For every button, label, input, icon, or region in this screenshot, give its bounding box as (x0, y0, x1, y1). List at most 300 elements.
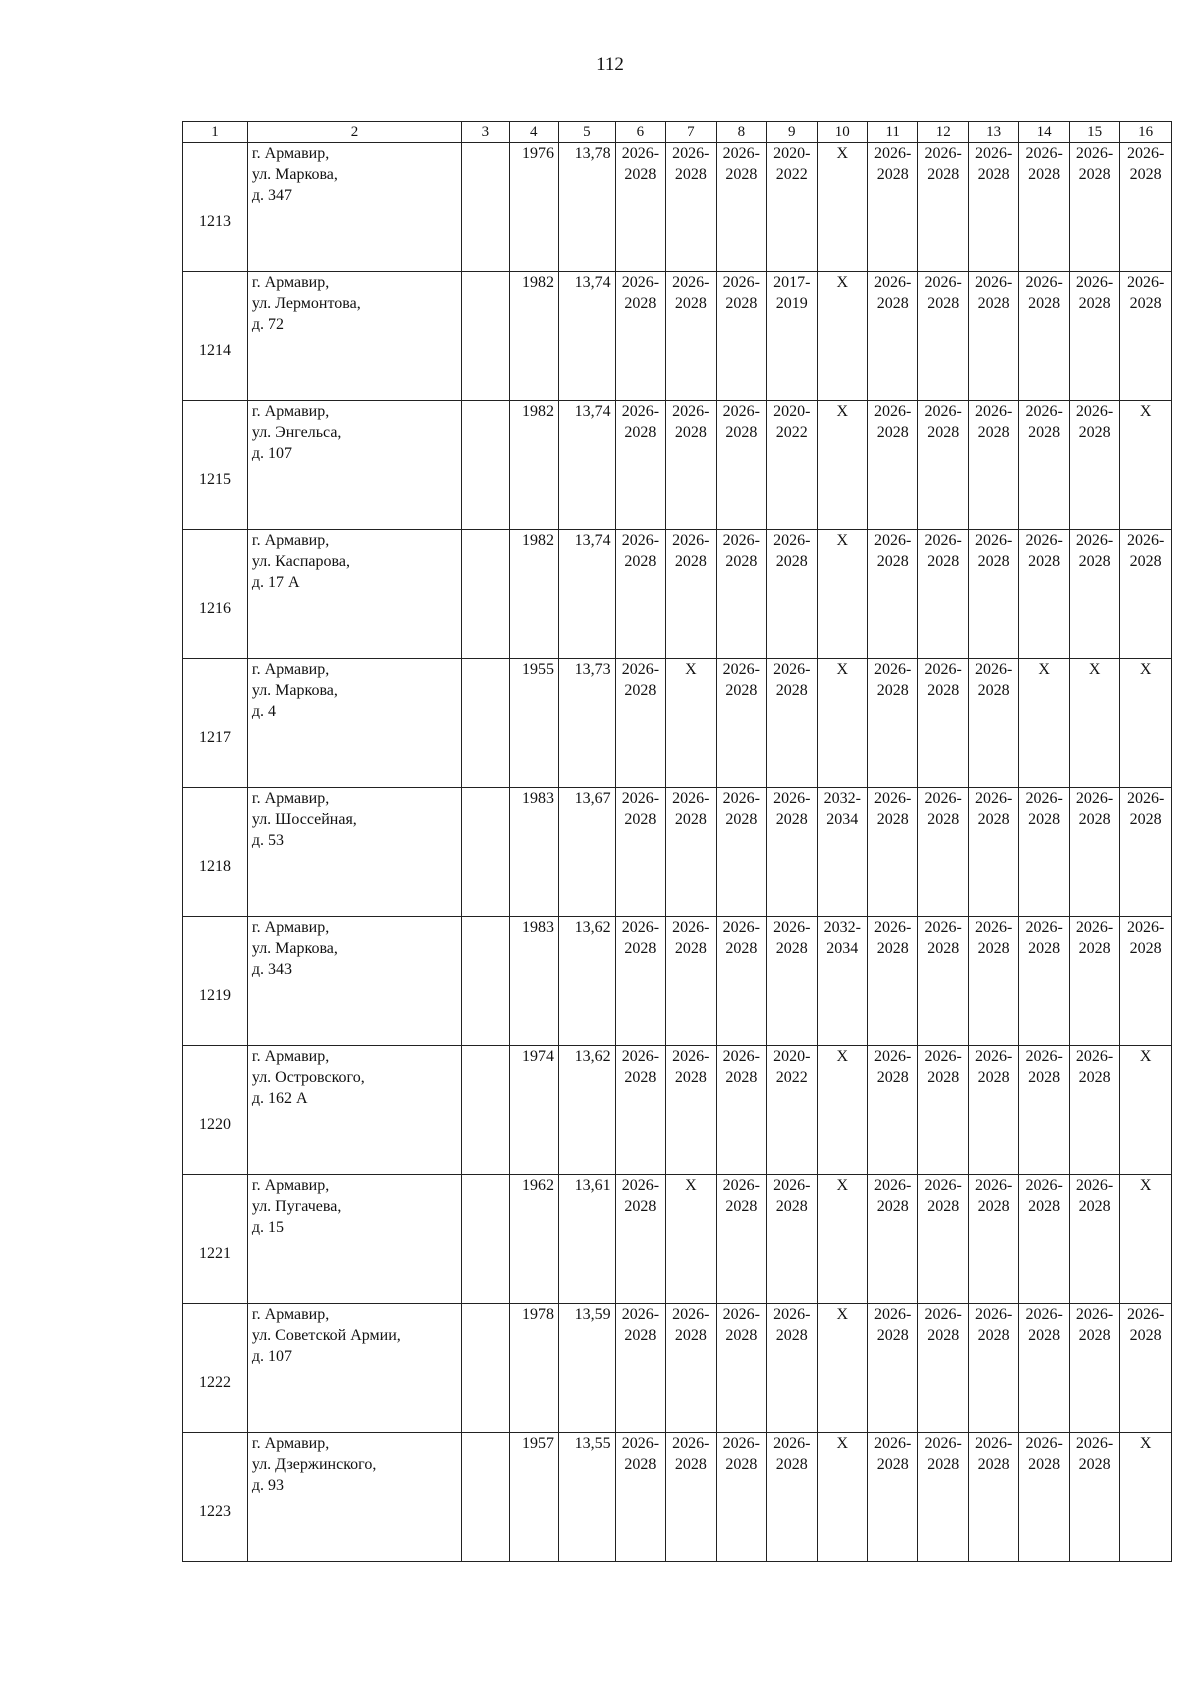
period-cell-col-16 (1120, 1433, 1172, 1562)
column-3-cell (462, 401, 509, 530)
column-header-16: 16 (1120, 122, 1172, 143)
period-cell-col-9 (767, 917, 817, 1046)
row-number-cell (183, 659, 248, 788)
period-cell-col-15 (1069, 1046, 1119, 1175)
period-text: 2026- 2028 (621, 790, 660, 828)
period-cell-col-12 (918, 530, 968, 659)
period-text: 2026- 2028 (1075, 403, 1114, 441)
column-header-3: 3 (462, 122, 509, 143)
registry-table (182, 121, 1172, 1562)
table-row (183, 1304, 1172, 1433)
period-cell-col-6 (615, 1175, 665, 1304)
period-text: 2026- 2028 (773, 532, 811, 570)
period-text: 2026- 2028 (1025, 919, 1063, 957)
column-3-cell (462, 143, 509, 272)
period-text: Х (1139, 1435, 1152, 1452)
period-text: Х (1139, 661, 1152, 678)
period-cell-col-10 (817, 1433, 867, 1562)
period-cell-col-9 (767, 1304, 817, 1433)
address-cell (247, 1304, 461, 1433)
address-line: ул. Маркова, (251, 166, 338, 183)
address-cell (247, 1433, 461, 1562)
address-line: ул. Каспарова, (251, 553, 350, 570)
period-text: 2026- 2028 (874, 661, 912, 699)
address-line: г. Армавир, (251, 919, 330, 936)
period-text: 2026- 2028 (1075, 1435, 1114, 1473)
period-cell-col-12 (918, 659, 968, 788)
period-text: 2026- 2028 (974, 145, 1013, 183)
period-text: 2026- 2028 (1127, 274, 1165, 312)
year-cell: 1957 (509, 1433, 558, 1562)
address-line: ул. Лермонтова, (251, 295, 361, 312)
period-cell-col-6 (615, 143, 665, 272)
row-number-cell (183, 1433, 248, 1562)
period-cell-col-6 (615, 1304, 665, 1433)
period-text: Х (836, 661, 849, 678)
period-cell-col-13 (968, 659, 1018, 788)
period-cell-col-10 (817, 530, 867, 659)
period-text: 2026- 2028 (722, 145, 760, 183)
period-text: 2026- 2028 (621, 1048, 660, 1086)
row-number: 1214 (198, 341, 231, 359)
column-header-13: 13 (968, 122, 1018, 143)
period-cell-col-6 (615, 788, 665, 917)
period-text: 2026- 2028 (974, 1435, 1013, 1473)
address-line: ул. Шоссейная, (251, 811, 357, 828)
period-cell-col-8 (716, 788, 766, 917)
period-cell-col-11 (867, 659, 917, 788)
period-cell-col-8 (716, 272, 766, 401)
row-number: 1218 (198, 857, 231, 875)
table-body (183, 122, 1172, 1562)
period-cell-col-9 (767, 659, 817, 788)
period-text: 2026- 2028 (722, 274, 760, 312)
period-cell-col-10 (817, 1046, 867, 1175)
period-text: 2026- 2028 (722, 1177, 760, 1215)
column-header-15: 15 (1069, 122, 1119, 143)
period-cell-col-11 (867, 143, 917, 272)
period-text: 2026- 2028 (621, 403, 660, 441)
period-cell-col-8 (716, 659, 766, 788)
period-cell-col-16 (1120, 530, 1172, 659)
address-cell (247, 143, 461, 272)
period-text: 2026- 2028 (974, 403, 1013, 441)
address-cell (247, 1046, 461, 1175)
period-text: 2026- 2028 (672, 403, 710, 441)
row-number-cell (183, 788, 248, 917)
period-cell-col-14 (1019, 917, 1069, 1046)
period-cell-col-14 (1019, 1175, 1069, 1304)
address-line: д. 347 (251, 187, 293, 204)
period-text: 2026- 2028 (1025, 1177, 1063, 1215)
address-cell (247, 530, 461, 659)
period-cell-col-7 (666, 1046, 716, 1175)
period-text: 2026- 2028 (874, 532, 912, 570)
period-cell-col-8 (716, 1433, 766, 1562)
period-text: 2026- 2028 (924, 403, 962, 441)
period-cell-col-9 (767, 530, 817, 659)
period-cell-col-12 (918, 1433, 968, 1562)
period-text: 2026- 2028 (874, 1306, 912, 1344)
period-cell-col-7 (666, 530, 716, 659)
address-line: д. 107 (251, 445, 293, 462)
period-text: 2026- 2028 (1025, 1048, 1063, 1086)
header-row (183, 122, 1172, 143)
year-cell: 1982 (509, 530, 558, 659)
period-text: Х (836, 403, 849, 420)
year-cell: 1974 (509, 1046, 558, 1175)
period-text: 2026- 2028 (874, 919, 912, 957)
row-number: 1213 (198, 212, 231, 230)
period-text: 2026- 2028 (672, 1048, 710, 1086)
address-line: ул. Маркова, (251, 940, 338, 957)
address-line: д. 17 А (251, 574, 300, 591)
period-cell-col-12 (918, 401, 968, 530)
period-cell-col-7 (666, 272, 716, 401)
period-cell-col-14 (1019, 272, 1069, 401)
column-3-cell (462, 1304, 509, 1433)
period-text: 2026- 2028 (1025, 1435, 1063, 1473)
period-text: 2026- 2028 (773, 1306, 811, 1344)
page-number: 112 (596, 54, 624, 75)
period-cell-col-15 (1069, 788, 1119, 917)
address-line: г. Армавир, (251, 1435, 330, 1452)
column-header-6: 6 (615, 122, 665, 143)
period-cell-col-15 (1069, 917, 1119, 1046)
period-text: 2026- 2028 (974, 1177, 1013, 1215)
period-text: 2026- 2028 (773, 790, 811, 828)
period-text: 2026- 2028 (924, 145, 962, 183)
period-cell-col-7 (666, 1175, 716, 1304)
period-cell-col-14 (1019, 788, 1069, 917)
period-text: 2026- 2028 (621, 919, 660, 957)
address-line: д. 15 (251, 1219, 285, 1236)
period-cell-col-16 (1120, 1304, 1172, 1433)
address-line: ул. Советской Армии, (251, 1327, 401, 1344)
period-cell-col-11 (867, 272, 917, 401)
period-cell-col-11 (867, 1304, 917, 1433)
period-text: 2026- 2028 (672, 919, 710, 957)
column-header-9: 9 (767, 122, 817, 143)
column-header-2: 2 (247, 122, 461, 143)
address-line: ул. Маркова, (251, 682, 338, 699)
column-3-cell (462, 659, 509, 788)
period-cell-col-9 (767, 143, 817, 272)
period-cell-col-13 (968, 530, 1018, 659)
address-line: г. Армавир, (251, 145, 330, 162)
period-cell-col-8 (716, 143, 766, 272)
value-cell: 13,55 (558, 1433, 615, 1562)
address-line: д. 107 (251, 1348, 293, 1365)
period-text: 2026- 2028 (1025, 274, 1063, 312)
period-text: 2026- 2028 (621, 274, 660, 312)
period-text: 2026- 2028 (672, 274, 710, 312)
period-cell-col-9 (767, 272, 817, 401)
value-cell: 13,78 (558, 143, 615, 272)
row-number: 1217 (198, 728, 231, 746)
period-cell-col-10 (817, 1304, 867, 1433)
period-cell-col-13 (968, 1304, 1018, 1433)
row-number-cell (183, 143, 248, 272)
period-text: 2032- 2034 (823, 919, 861, 957)
address-cell (247, 788, 461, 917)
column-3-cell (462, 917, 509, 1046)
column-header-12: 12 (918, 122, 968, 143)
year-cell: 1978 (509, 1304, 558, 1433)
period-text: Х (1139, 1048, 1152, 1065)
period-cell-col-13 (968, 788, 1018, 917)
period-cell-col-7 (666, 1304, 716, 1433)
period-text: 2026- 2028 (1127, 145, 1165, 183)
column-header-1: 1 (183, 122, 248, 143)
address-line: г. Армавир, (251, 1306, 330, 1323)
period-text: Х (836, 532, 849, 549)
address-line: г. Армавир, (251, 661, 330, 678)
period-cell-col-11 (867, 917, 917, 1046)
period-text: 2026- 2028 (1127, 1306, 1165, 1344)
period-text: 2026- 2028 (621, 532, 660, 570)
row-number: 1223 (198, 1502, 231, 1520)
period-cell-col-10 (817, 917, 867, 1046)
period-text: 2020- 2022 (773, 1048, 811, 1086)
period-text: 2026- 2028 (924, 532, 962, 570)
value-cell: 13,74 (558, 272, 615, 401)
address-cell (247, 401, 461, 530)
period-text: 2026- 2028 (1025, 1306, 1063, 1344)
period-cell-col-10 (817, 401, 867, 530)
period-text: 2026- 2028 (974, 790, 1013, 828)
period-cell-col-11 (867, 1433, 917, 1562)
period-text: 2026- 2028 (722, 403, 760, 441)
row-number-cell (183, 1304, 248, 1433)
period-cell-col-10 (817, 1175, 867, 1304)
period-text: 2026- 2028 (621, 145, 660, 183)
period-text: 2026- 2028 (1127, 919, 1165, 957)
address-cell (247, 917, 461, 1046)
period-text: 2026- 2028 (672, 145, 710, 183)
period-cell-col-13 (968, 272, 1018, 401)
period-text: 2026- 2028 (672, 532, 710, 570)
period-cell-col-8 (716, 1046, 766, 1175)
period-text: 2026- 2028 (773, 1177, 811, 1215)
period-text: 2026- 2028 (773, 661, 811, 699)
column-3-cell (462, 1046, 509, 1175)
period-text: Х (836, 1177, 849, 1194)
year-cell: 1976 (509, 143, 558, 272)
period-cell-col-9 (767, 1175, 817, 1304)
period-text: 2026- 2028 (974, 661, 1013, 699)
period-cell-col-15 (1069, 143, 1119, 272)
value-cell: 13,62 (558, 917, 615, 1046)
column-3-cell (462, 1175, 509, 1304)
period-cell-col-16 (1120, 917, 1172, 1046)
address-line: д. 162 А (251, 1090, 308, 1107)
period-cell-col-14 (1019, 1433, 1069, 1562)
period-cell-col-6 (615, 1433, 665, 1562)
address-line: ул. Дзержинского, (251, 1456, 377, 1473)
column-3-cell (462, 788, 509, 917)
row-number: 1222 (198, 1373, 231, 1391)
value-cell: 13,59 (558, 1304, 615, 1433)
period-cell-col-13 (968, 1046, 1018, 1175)
period-text: 2026- 2028 (874, 1435, 912, 1473)
row-number: 1219 (198, 986, 231, 1004)
period-text: 2026- 2028 (924, 1306, 962, 1344)
period-text: 2026- 2028 (1025, 403, 1063, 441)
period-cell-col-10 (817, 659, 867, 788)
column-header-14: 14 (1019, 122, 1069, 143)
period-cell-col-10 (817, 272, 867, 401)
period-cell-col-10 (817, 143, 867, 272)
period-cell-col-8 (716, 1175, 766, 1304)
period-text: 2026- 2028 (722, 1306, 760, 1344)
period-text: Х (1139, 403, 1152, 420)
table-row (183, 788, 1172, 917)
period-text: 2026- 2028 (974, 532, 1013, 570)
period-cell-col-11 (867, 1046, 917, 1175)
period-cell-col-10 (817, 788, 867, 917)
period-cell-col-7 (666, 1433, 716, 1562)
column-header-4: 4 (509, 122, 558, 143)
address-line: ул. Энгельса, (251, 424, 342, 441)
period-cell-col-16 (1120, 1046, 1172, 1175)
table-row (183, 143, 1172, 272)
period-text: Х (836, 274, 849, 291)
period-text: 2026- 2028 (1127, 532, 1165, 570)
period-cell-col-6 (615, 1046, 665, 1175)
period-text: 2026- 2028 (1075, 145, 1114, 183)
address-line: г. Армавир, (251, 1048, 330, 1065)
table-row (183, 401, 1172, 530)
column-3-cell (462, 530, 509, 659)
period-cell-col-15 (1069, 530, 1119, 659)
period-text: Х (1139, 1177, 1152, 1194)
address-line: ул. Островского, (251, 1069, 365, 1086)
period-cell-col-14 (1019, 530, 1069, 659)
period-text: Х (685, 661, 697, 678)
period-text: Х (1038, 661, 1050, 678)
period-cell-col-16 (1120, 659, 1172, 788)
period-cell-col-13 (968, 1433, 1018, 1562)
period-text: 2026- 2028 (1075, 919, 1114, 957)
period-cell-col-12 (918, 917, 968, 1046)
table-row (183, 1433, 1172, 1562)
address-cell (247, 272, 461, 401)
period-text: 2026- 2028 (1075, 1306, 1114, 1344)
address-line: д. 72 (251, 316, 285, 333)
value-cell: 13,74 (558, 401, 615, 530)
period-text: 2026- 2028 (924, 1177, 962, 1215)
row-number: 1220 (198, 1115, 231, 1133)
period-text: 2026- 2028 (974, 274, 1013, 312)
column-3-cell (462, 272, 509, 401)
address-line: д. 4 (251, 703, 277, 720)
period-cell-col-14 (1019, 1046, 1069, 1175)
period-text: 2026- 2028 (621, 1177, 660, 1215)
period-cell-col-15 (1069, 659, 1119, 788)
period-text: 2026- 2028 (1075, 532, 1114, 570)
column-3-cell (462, 1433, 509, 1562)
period-text: 2020- 2022 (773, 403, 811, 441)
year-cell: 1983 (509, 788, 558, 917)
table-row (183, 272, 1172, 401)
period-text: 2026- 2028 (773, 1435, 811, 1473)
period-text: 2026- 2028 (672, 1306, 710, 1344)
period-cell-col-15 (1069, 1304, 1119, 1433)
period-cell-col-6 (615, 530, 665, 659)
period-cell-col-16 (1120, 1175, 1172, 1304)
row-number: 1215 (198, 470, 231, 488)
period-text: 2026- 2028 (974, 919, 1013, 957)
period-cell-col-16 (1120, 401, 1172, 530)
period-cell-col-16 (1120, 143, 1172, 272)
period-cell-col-6 (615, 659, 665, 788)
period-cell-col-7 (666, 401, 716, 530)
period-text: 2026- 2028 (924, 274, 962, 312)
period-text: Х (836, 1306, 849, 1323)
table-row (183, 659, 1172, 788)
row-number-cell (183, 1046, 248, 1175)
address-line: г. Армавир, (251, 403, 330, 420)
period-text: 2020- 2022 (773, 145, 811, 183)
period-text: 2026- 2028 (672, 790, 710, 828)
period-cell-col-7 (666, 788, 716, 917)
row-number-cell (183, 272, 248, 401)
period-cell-col-14 (1019, 401, 1069, 530)
period-text: Х (836, 1435, 849, 1452)
column-header-7: 7 (666, 122, 716, 143)
period-cell-col-7 (666, 917, 716, 1046)
period-text: 2026- 2028 (874, 145, 912, 183)
period-text: 2026- 2028 (874, 1048, 912, 1086)
period-cell-col-6 (615, 917, 665, 1046)
period-text: 2032- 2034 (823, 790, 861, 828)
period-text: 2026- 2028 (1025, 145, 1063, 183)
period-cell-col-13 (968, 917, 1018, 1046)
period-text: 2026- 2028 (621, 1306, 660, 1344)
table-row (183, 1175, 1172, 1304)
period-text: 2026- 2028 (924, 661, 962, 699)
row-number-cell (183, 401, 248, 530)
period-text: Х (836, 145, 849, 162)
period-cell-col-11 (867, 1175, 917, 1304)
address-line: ул. Пугачева, (251, 1198, 342, 1215)
year-cell: 1982 (509, 401, 558, 530)
address-line: г. Армавир, (251, 274, 330, 291)
period-text: 2026- 2028 (874, 274, 912, 312)
period-cell-col-8 (716, 530, 766, 659)
period-cell-col-6 (615, 401, 665, 530)
period-cell-col-14 (1019, 1304, 1069, 1433)
period-text: 2026- 2028 (1075, 790, 1114, 828)
period-text: 2017- 2019 (773, 274, 811, 312)
period-text: 2026- 2028 (924, 1048, 962, 1086)
period-cell-col-8 (716, 401, 766, 530)
column-header-10: 10 (817, 122, 867, 143)
table-row (183, 1046, 1172, 1175)
period-text: 2026- 2028 (672, 1435, 710, 1473)
table-row (183, 917, 1172, 1046)
year-cell: 1982 (509, 272, 558, 401)
address-line: г. Армавир, (251, 790, 330, 807)
address-line: г. Армавир, (251, 532, 330, 549)
period-text: 2026- 2028 (1075, 274, 1114, 312)
period-cell-col-6 (615, 272, 665, 401)
period-cell-col-11 (867, 401, 917, 530)
period-cell-col-11 (867, 530, 917, 659)
address-line: д. 93 (251, 1477, 285, 1494)
period-text: 2026- 2028 (722, 1435, 760, 1473)
